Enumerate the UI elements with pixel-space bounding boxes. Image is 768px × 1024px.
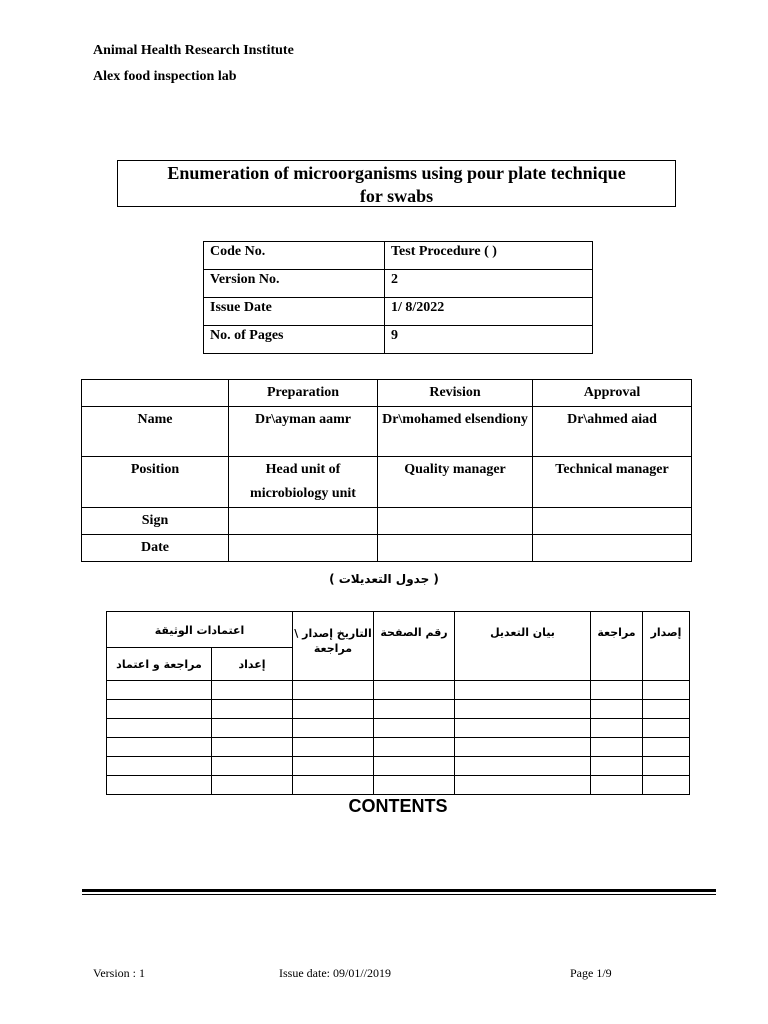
document-meta-table [203,241,593,354]
approval-cell: Quality manager [378,457,533,508]
approval-cell [533,535,692,562]
meta-row [204,270,593,298]
meta-label: No. of Pages [204,326,385,354]
amendments-row [107,738,690,757]
amendments-row [107,757,690,776]
amend-header-statement: بيان التعديل [455,612,591,681]
amend-header-approvals: اعتمادات الوثيقة [107,612,293,648]
amendments-caption: ( جدول التعديلات ) [329,572,439,586]
approval-cell [378,535,533,562]
approval-header-cell: Revision [378,380,533,407]
approval-table [81,379,692,562]
approval-cell: Head unit of microbiology unit [229,457,378,508]
amendments-table [106,611,690,795]
meta-label: Version No. [204,270,385,298]
meta-value: 9 [385,326,593,354]
approval-cell: Dr\mohamed elsendiony [378,407,533,457]
meta-row [204,298,593,326]
contents-heading: CONTENTS [348,796,448,816]
amend-header-review-approve: مراجعة و اعتماد [107,648,212,681]
approval-row-label: Name [82,407,229,457]
amendments-row [107,700,690,719]
amend-header-date: التاريخ إصدار \ مراجعة [293,612,374,681]
approval-row [82,407,692,457]
approval-header-cell [82,380,229,407]
approval-row [82,457,692,508]
approval-cell [378,508,533,535]
approval-header-row [82,380,692,407]
approval-cell: Dr\ahmed aiad [533,407,692,457]
amend-header-issue: إصدار [643,612,690,681]
amendments-row [107,719,690,738]
amend-header-revision: مراجعة [591,612,643,681]
footer-divider [82,889,716,892]
approval-cell [533,508,692,535]
amendments-header-row [107,612,690,648]
amend-header-preparation: إعداد [212,648,293,681]
meta-row [204,326,593,354]
footer-page: Page 1/9 [570,966,612,980]
meta-label: Issue Date [204,298,385,326]
document-title [117,160,676,207]
footer-divider-thin [82,894,716,895]
approval-cell [229,508,378,535]
approval-cell [229,535,378,562]
meta-row [204,242,593,270]
title-line-2: for swabs [359,186,434,206]
lab-name: Alex food inspection lab [93,69,237,84]
amendments-row [107,681,690,700]
approval-header-cell: Approval [533,380,692,407]
meta-value: Test Procedure ( ) [385,242,593,270]
title-line-1: Enumeration of microorganisms using pour plate technique [167,163,626,183]
approval-row [82,508,692,535]
meta-value: 1/ 8/2022 [385,298,593,326]
amendments-row [107,776,690,795]
approval-row [82,535,692,562]
footer-issue-date: Issue date: 09/01//2019 [279,966,391,980]
approval-row-label: Date [82,535,229,562]
footer-version: Version : 1 [93,966,145,980]
institute-name: Animal Health Research Institute [93,43,294,58]
approval-header-cell: Preparation [229,380,378,407]
amend-header-page-no: رقم الصفحة [374,612,455,681]
approval-cell: Dr\ayman aamr [229,407,378,457]
meta-value: 2 [385,270,593,298]
meta-label: Code No. [204,242,385,270]
approval-row-label: Sign [82,508,229,535]
approval-row-label: Position [82,457,229,508]
approval-cell: Technical manager [533,457,692,508]
